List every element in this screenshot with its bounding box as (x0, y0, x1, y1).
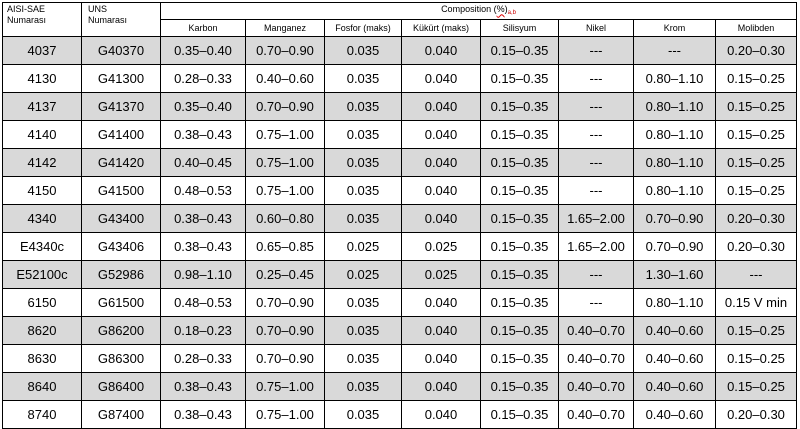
cell-manganez: 0.75–1.00 (246, 121, 325, 149)
cell-aisi: 4037 (3, 37, 82, 65)
cell-aisi: 8740 (3, 401, 82, 429)
cell-karbon: 0.35–0.40 (161, 93, 246, 121)
table-row (3, 317, 797, 345)
cell-molibden: 0.15–0.25 (716, 177, 797, 205)
cell-molibden: 0.15–0.25 (716, 93, 797, 121)
cell-uns: G87400 (82, 401, 161, 429)
cell-kukurt: 0.040 (402, 149, 481, 177)
composition-footnote-ref: a,b (507, 9, 516, 16)
cell-kukurt: 0.040 (402, 177, 481, 205)
cell-nikel: 0.40–0.70 (559, 345, 634, 373)
cell-kukurt: 0.040 (402, 345, 481, 373)
cell-uns: G86300 (82, 345, 161, 373)
cell-karbon: 0.40–0.45 (161, 149, 246, 177)
cell-molibden: 0.15–0.25 (716, 317, 797, 345)
cell-krom: 0.80–1.10 (634, 177, 716, 205)
cell-karbon: 0.28–0.33 (161, 345, 246, 373)
uns-header-line1: UNS (88, 4, 108, 14)
cell-manganez: 0.75–1.00 (246, 177, 325, 205)
cell-fosfor: 0.035 (325, 149, 402, 177)
col-header-karbon: Karbon (161, 20, 246, 37)
cell-silisyum: 0.15–0.35 (481, 65, 559, 93)
cell-aisi: E4340c (3, 233, 82, 261)
composition-table (2, 2, 797, 429)
cell-aisi: 8620 (3, 317, 82, 345)
table-row (3, 205, 797, 233)
cell-nikel: --- (559, 65, 634, 93)
col-header-manganez: Manganez (246, 20, 325, 37)
cell-manganez: 0.70–0.90 (246, 93, 325, 121)
cell-manganez: 0.40–0.60 (246, 65, 325, 93)
cell-karbon: 0.48–0.53 (161, 289, 246, 317)
cell-uns: G86400 (82, 373, 161, 401)
cell-karbon: 0.35–0.40 (161, 37, 246, 65)
cell-manganez: 0.70–0.90 (246, 37, 325, 65)
col-header-fosfor: Fosfor (maks) (325, 20, 402, 37)
cell-silisyum: 0.15–0.35 (481, 345, 559, 373)
cell-fosfor: 0.035 (325, 401, 402, 429)
cell-karbon: 0.28–0.33 (161, 65, 246, 93)
cell-nikel: 0.40–0.70 (559, 373, 634, 401)
cell-nikel: --- (559, 289, 634, 317)
cell-aisi: 8630 (3, 345, 82, 373)
cell-uns: G43406 (82, 233, 161, 261)
cell-uns: G41300 (82, 65, 161, 93)
col-header-nikel: Nikel (559, 20, 634, 37)
cell-krom: 0.80–1.10 (634, 65, 716, 93)
cell-manganez: 0.25–0.45 (246, 261, 325, 289)
uns-header-line2: Numarası (88, 15, 128, 25)
cell-karbon: 0.48–0.53 (161, 177, 246, 205)
table-row (3, 177, 797, 205)
table-row (3, 149, 797, 177)
cell-krom: 0.40–0.60 (634, 345, 716, 373)
cell-aisi: 6150 (3, 289, 82, 317)
cell-uns: G61500 (82, 289, 161, 317)
cell-manganez: 0.65–0.85 (246, 233, 325, 261)
cell-nikel: --- (559, 37, 634, 65)
cell-silisyum: 0.15–0.35 (481, 93, 559, 121)
cell-molibden: 0.20–0.30 (716, 401, 797, 429)
cell-aisi: 4142 (3, 149, 82, 177)
cell-silisyum: 0.15–0.35 (481, 149, 559, 177)
cell-silisyum: 0.15–0.35 (481, 233, 559, 261)
cell-uns: G52986 (82, 261, 161, 289)
aisi-header-line1: AISI-SAE (7, 4, 46, 14)
cell-nikel: --- (559, 93, 634, 121)
cell-manganez: 0.70–0.90 (246, 317, 325, 345)
cell-aisi: 4340 (3, 205, 82, 233)
cell-kukurt: 0.040 (402, 373, 481, 401)
col-header-molibden: Molibden (716, 20, 797, 37)
cell-manganez: 0.75–1.00 (246, 149, 325, 177)
cell-silisyum: 0.15–0.35 (481, 261, 559, 289)
cell-fosfor: 0.025 (325, 233, 402, 261)
table-row (3, 233, 797, 261)
cell-manganez: 0.75–1.00 (246, 373, 325, 401)
cell-kukurt: 0.040 (402, 121, 481, 149)
table-row (3, 93, 797, 121)
cell-manganez: 0.75–1.00 (246, 401, 325, 429)
cell-krom: 0.80–1.10 (634, 121, 716, 149)
cell-nikel: 1.65–2.00 (559, 233, 634, 261)
cell-fosfor: 0.035 (325, 205, 402, 233)
composition-percent: % (496, 3, 505, 14)
cell-silisyum: 0.15–0.35 (481, 317, 559, 345)
cell-silisyum: 0.15–0.35 (481, 373, 559, 401)
cell-aisi: 4140 (3, 121, 82, 149)
col-header-krom: Krom (634, 20, 716, 37)
cell-krom: 0.40–0.60 (634, 401, 716, 429)
cell-uns: G41420 (82, 149, 161, 177)
cell-krom: 1.30–1.60 (634, 261, 716, 289)
cell-molibden: 0.20–0.30 (716, 233, 797, 261)
cell-fosfor: 0.035 (325, 373, 402, 401)
cell-fosfor: 0.025 (325, 261, 402, 289)
table-row (3, 289, 797, 317)
cell-krom: 0.40–0.60 (634, 373, 716, 401)
cell-kukurt: 0.040 (402, 205, 481, 233)
cell-fosfor: 0.035 (325, 65, 402, 93)
cell-kukurt: 0.040 (402, 37, 481, 65)
cell-karbon: 0.98–1.10 (161, 261, 246, 289)
steel-composition-sheet (2, 2, 797, 429)
cell-aisi: 4130 (3, 65, 82, 93)
cell-kukurt: 0.040 (402, 317, 481, 345)
cell-aisi: 4150 (3, 177, 82, 205)
composition-suffix: ) (504, 3, 508, 14)
cell-silisyum: 0.15–0.35 (481, 121, 559, 149)
cell-molibden: 0.15–0.25 (716, 345, 797, 373)
cell-kukurt: 0.025 (402, 261, 481, 289)
cell-karbon: 0.38–0.43 (161, 233, 246, 261)
table-row (3, 37, 797, 65)
cell-molibden: 0.15–0.25 (716, 65, 797, 93)
cell-uns: G43400 (82, 205, 161, 233)
cell-silisyum: 0.15–0.35 (481, 177, 559, 205)
cell-karbon: 0.38–0.43 (161, 401, 246, 429)
cell-nikel: --- (559, 177, 634, 205)
cell-manganez: 0.60–0.80 (246, 205, 325, 233)
cell-krom: 0.80–1.10 (634, 289, 716, 317)
cell-krom: 0.70–0.90 (634, 233, 716, 261)
table-row (3, 261, 797, 289)
col-header-silisyum: Silisyum (481, 20, 559, 37)
cell-molibden: --- (716, 261, 797, 289)
cell-fosfor: 0.035 (325, 345, 402, 373)
cell-nikel: 1.65–2.00 (559, 205, 634, 233)
cell-krom: 0.80–1.10 (634, 149, 716, 177)
table-row (3, 65, 797, 93)
cell-kukurt: 0.040 (402, 401, 481, 429)
cell-krom: 0.80–1.10 (634, 93, 716, 121)
cell-kukurt: 0.025 (402, 233, 481, 261)
cell-karbon: 0.18–0.23 (161, 317, 246, 345)
table-row (3, 121, 797, 149)
cell-silisyum: 0.15–0.35 (481, 289, 559, 317)
cell-karbon: 0.38–0.43 (161, 373, 246, 401)
table-header (3, 3, 797, 37)
cell-nikel: 0.40–0.70 (559, 317, 634, 345)
cell-nikel: --- (559, 121, 634, 149)
cell-krom: 0.40–0.60 (634, 317, 716, 345)
cell-krom: 0.70–0.90 (634, 205, 716, 233)
cell-molibden: 0.15–0.25 (716, 121, 797, 149)
cell-molibden: 0.20–0.30 (716, 37, 797, 65)
cell-uns: G40370 (82, 37, 161, 65)
cell-fosfor: 0.035 (325, 317, 402, 345)
table-row (3, 373, 797, 401)
cell-uns: G41400 (82, 121, 161, 149)
cell-molibden: 0.20–0.30 (716, 205, 797, 233)
aisi-header (3, 3, 82, 37)
table-body (3, 37, 797, 429)
aisi-header-line2: Numarası (7, 15, 47, 25)
cell-fosfor: 0.035 (325, 37, 402, 65)
cell-fosfor: 0.035 (325, 93, 402, 121)
cell-uns: G86200 (82, 317, 161, 345)
cell-nikel: --- (559, 149, 634, 177)
cell-uns: G41500 (82, 177, 161, 205)
cell-fosfor: 0.035 (325, 289, 402, 317)
cell-uns: G41370 (82, 93, 161, 121)
cell-manganez: 0.70–0.90 (246, 345, 325, 373)
cell-fosfor: 0.035 (325, 177, 402, 205)
cell-aisi: 8640 (3, 373, 82, 401)
cell-karbon: 0.38–0.43 (161, 205, 246, 233)
cell-silisyum: 0.15–0.35 (481, 205, 559, 233)
cell-aisi: 4137 (3, 93, 82, 121)
cell-kukurt: 0.040 (402, 93, 481, 121)
cell-nikel: --- (559, 261, 634, 289)
cell-silisyum: 0.15–0.35 (481, 37, 559, 65)
cell-manganez: 0.70–0.90 (246, 289, 325, 317)
composition-header (161, 3, 797, 20)
cell-silisyum: 0.15–0.35 (481, 401, 559, 429)
cell-aisi: E52100c (3, 261, 82, 289)
cell-kukurt: 0.040 (402, 65, 481, 93)
col-header-kukurt: Kükürt (maks) (402, 20, 481, 37)
uns-header (82, 3, 161, 37)
cell-molibden: 0.15–0.25 (716, 373, 797, 401)
cell-nikel: 0.40–0.70 (559, 401, 634, 429)
cell-molibden: 0.15 V min (716, 289, 797, 317)
table-row (3, 345, 797, 373)
cell-molibden: 0.15–0.25 (716, 149, 797, 177)
cell-krom: --- (634, 37, 716, 65)
cell-fosfor: 0.035 (325, 121, 402, 149)
composition-prefix: Composition ( (441, 3, 497, 14)
cell-kukurt: 0.040 (402, 289, 481, 317)
cell-karbon: 0.38–0.43 (161, 121, 246, 149)
